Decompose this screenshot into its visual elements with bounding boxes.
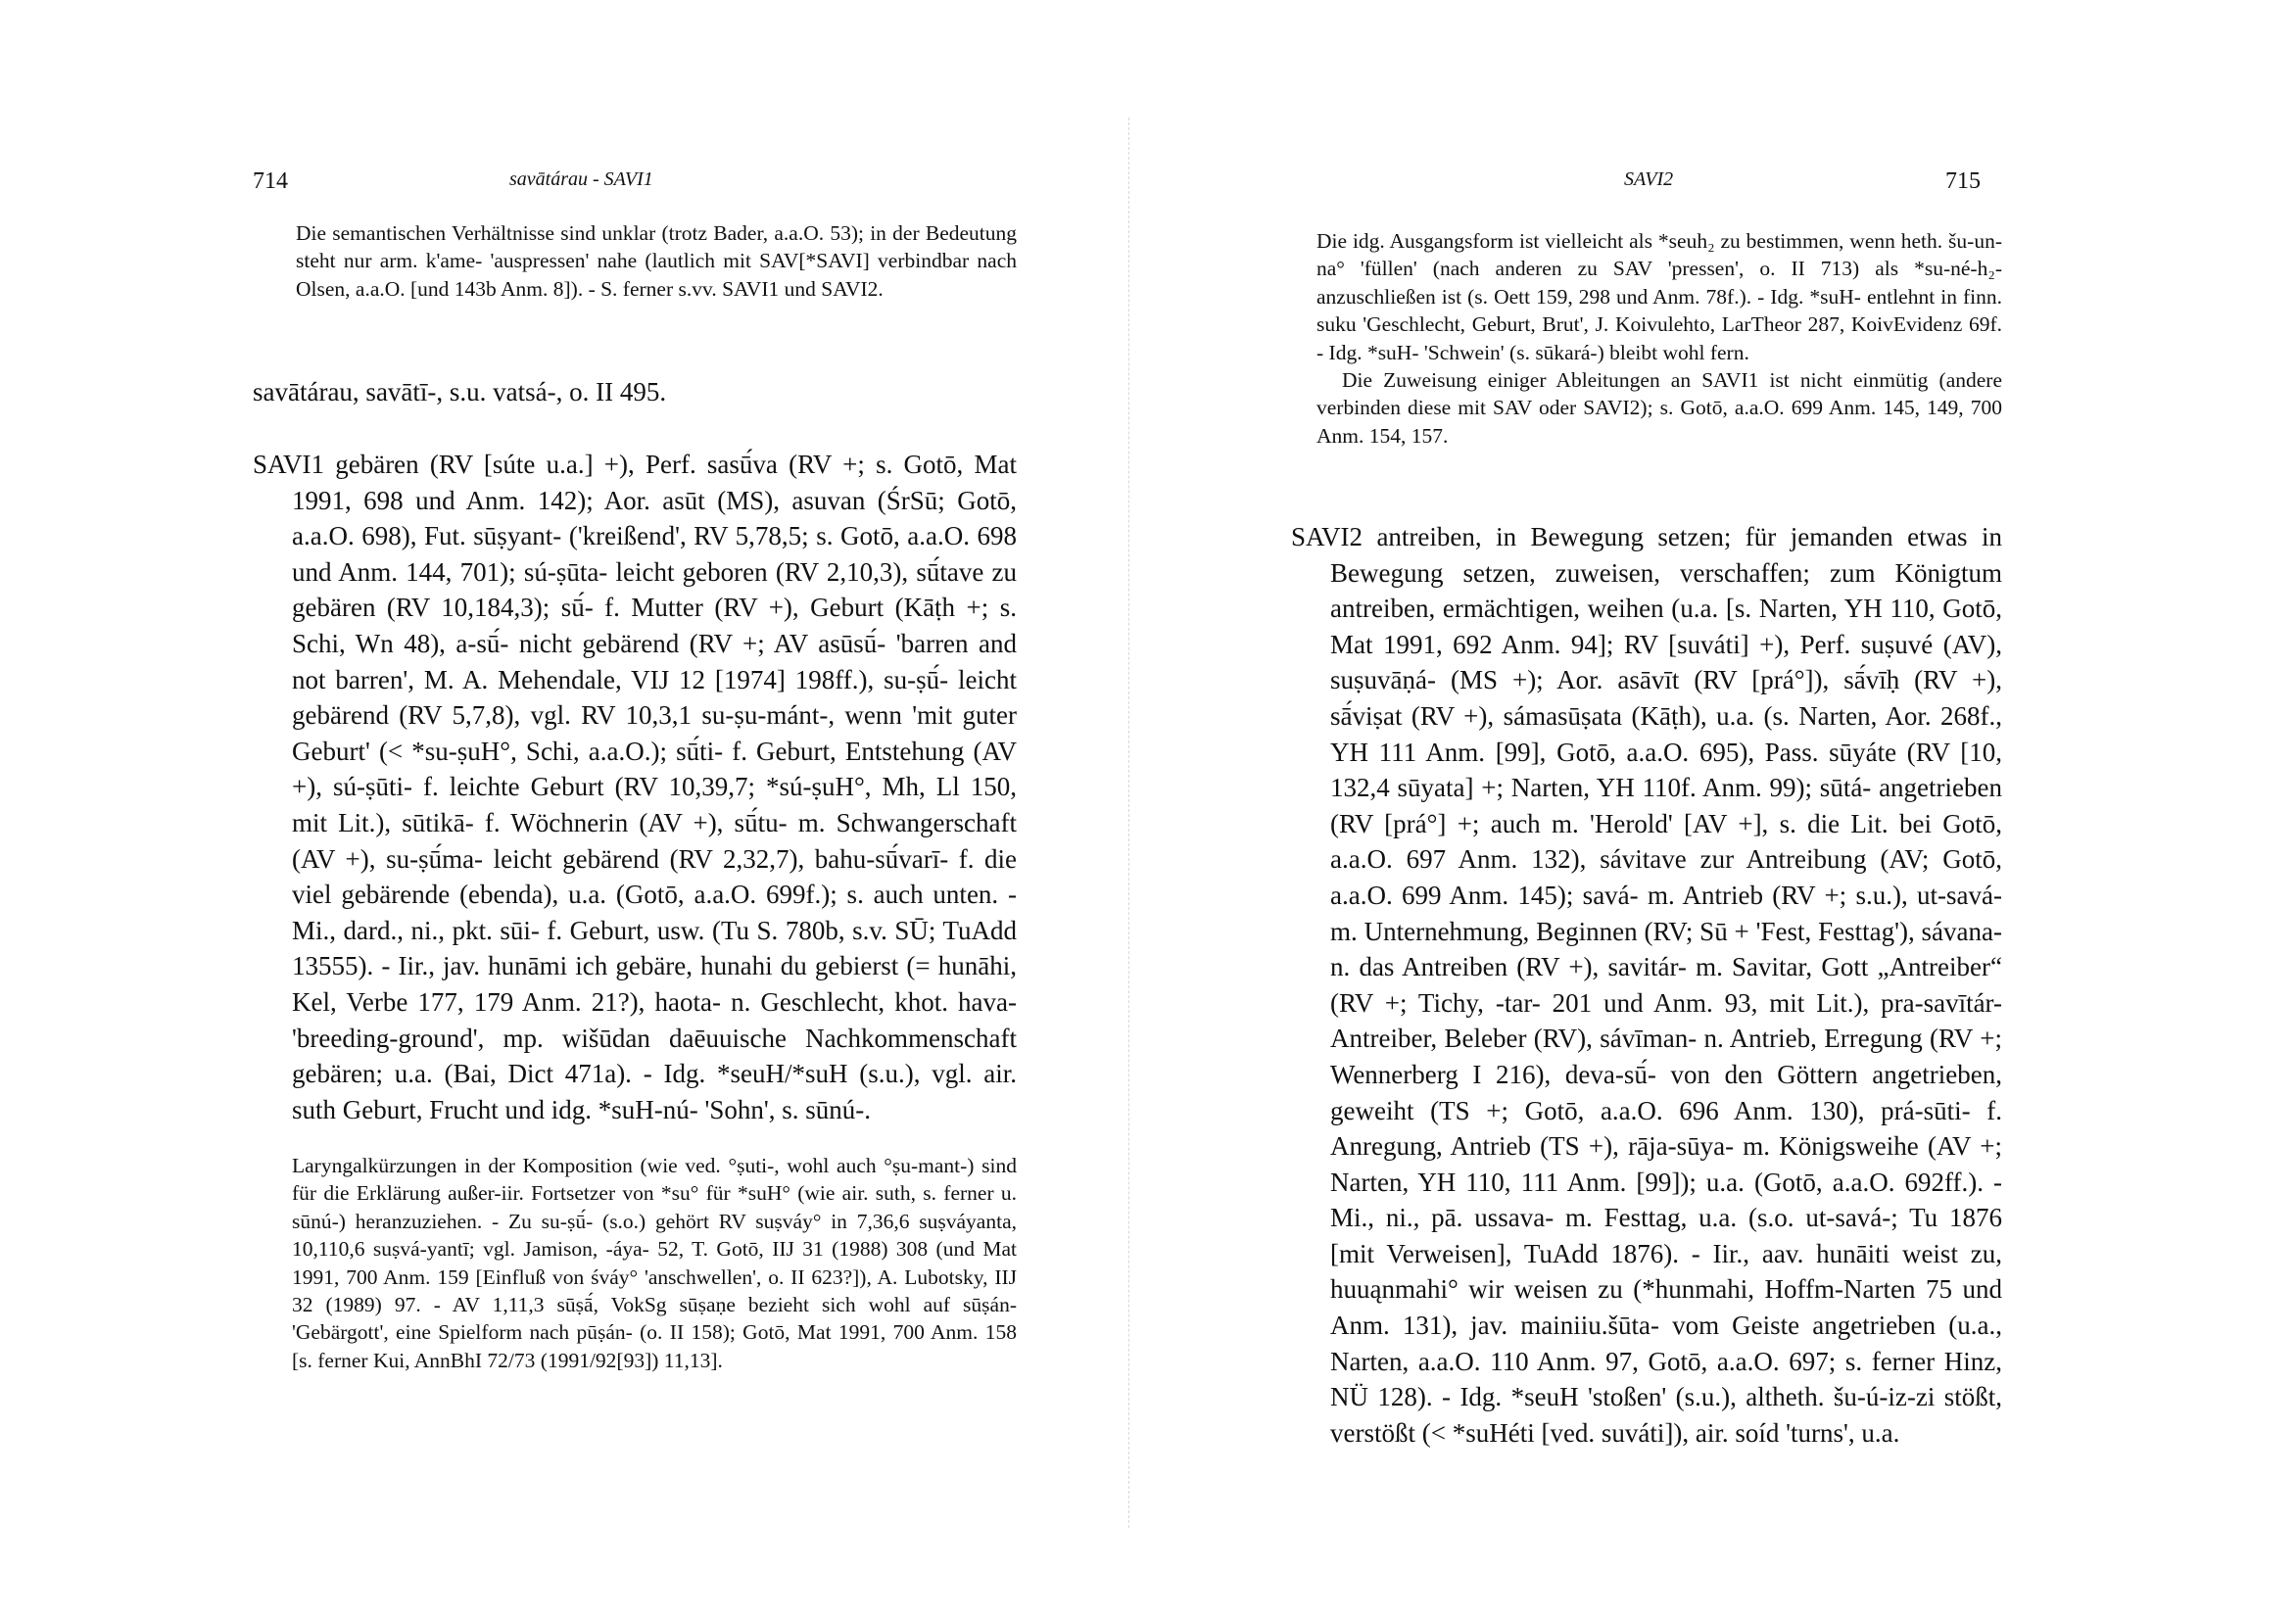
footnote-text: Laryngalkürzungen in der Komposition (wie ved. °ṣuti-, wohl auch °ṣu-mant-) sind für die Erklärung außer-iir. Fortsetzer von *su° für *suH° (wie air. suth, s. ferner u. sūnú-) heranzuziehen. - Zu su-ṣū́- (s.o.) gehört RV suṣváy° in 7,36,6 suṣváyanta, 10,110,6 suṣvá-yantī; vgl. Jamison, -áya- 52, T. Gotō, IIJ 31 (1988) 308 (und Mat 1991, 700 Anm. 159 [Einfluß von śváy° 'anschwellen', o. II 623?]), A. Lubotsky, IIJ 32 (1989) 97. - AV 1,11,3 sūṣā́, VokSg sūṣaṇe bezieht sich wohl auf sūṣán- 'Gebärgott', eine Spielform nach pūṣán- (o. II 158); Gotō, Mat 1991, 700 Anm. 158 [s. ferner Kui, AnnBhI 72/73 (1991/92[93]) 11,13]. — [292, 1154, 1017, 1372]
entry-sav2-text: SAVI2 antreiben, in Bewegung setzen; für jemanden etwas in Bewegung setzen, zuweisen, verschaffen; zum Königtum antreiben, ermächtigen, weihen (u.a. [s. Narten, YH 110, Gotō, Mat 1991, 692 Anm. 94]; RV [suváti] +), Perf. suṣuvé (AV), suṣuvāṇá- (MS +); Aor. asāvīt (RV [prá°]), sā́vīḥ (RV +), sā́viṣat (RV +), sámasūṣata (Kāṭh), u.a. (s. Narten, Aor. 268f., YH 111 Anm. [99], Gotō, a.a.O. 695), Pass. sūyáte (RV [10, 132,4 sūyata] +; Narten, YH 110f. Anm. 99); sūtá- angetrieben (RV [prá°] +; auch m. 'Herold' [AV +], s. die Lit. bei Gotō, a.a.O. 697 Anm. 132), sávitave zur Antreibung (AV; Gotō, a.a.O. 699 Anm. 145); savá- m. Antrieb (RV +; s.u.), ut-savá- m. Unternehmung, Beginnen (RV; Sū + 'Fest, Festtag'), sávana- n. das Antreiben (RV +), savitár- m. Savitar, Gott „Antreiber“ (RV +; Tichy, -tar- 201 und Anm. 93, mit Lit.), pra-savītár- Antreiber, Beleber (RV), sávīman- n. Antrieb, Erregung (RV +; Wennerberg I 216), deva-sū́- von den Göttern angetrieben, geweiht (TS +; Gotō, a.a.O. 696 Anm. 130), prá-sūti- f. Anregung, Antrieb (TS +), rāja-sūya- m. Königsweihe (AV +; Narten, YH 110, 111 Anm. [99]); u.a. (Gotō, a.a.O. 692ff.). - Mi., ni., pā. ussava- m. Festtag, u.a. (s.o. ut-savá-; Tu 1876 [mit Verweisen], TuAdd 1876). - Iir., aav. hunāiti weist zu, huuąnmahi° wir weisen zu (*hunmahi, Hoffm-Narten 75 und Anm. 131), jav. mainiiu.šūta- vom Geiste angetrieben (u.a., Narten, a.a.O. 110 Anm. 97, Gotō, a.a.O. 697; s. ferner Hinz, NÜ 128). - Idg. *seuH 'stoßen' (s.u.), altheth. šu-ú-iz-zi stößt, verstößt (< *suHéti [ved. suváti]), air. soíd 'turns', u.a. — [1291, 522, 2002, 1448]
intro-note — [296, 219, 1017, 303]
entry-sav2 — [1291, 519, 2002, 1451]
right-note-para1: Die idg. Ausgangsform ist vielleicht als *seuh₂ zu bestimmen, wenn heth. šu-un-na° 'füllen' (nach anderen zu SAV 'pressen', o. II 713) als *su-né-h₂- anzuschließen ist (s. Oett 159, 298 und Anm. 78f.). - Idg. *suH- entlehnt in finn. suku 'Geschlecht, Geburt, Brut', J. Koivulehto, LarTheor 287, KoivEvidenz 69f. - Idg. *suH- 'Schwein' (s. sūkará-) bleibt wohl fern. — [1316, 229, 2002, 364]
page-number-right: 715 — [1945, 168, 1981, 194]
entry-sav1 — [253, 447, 1017, 1127]
running-head-right: SAVI2 — [1624, 168, 1674, 190]
cross-reference-text: savātárau, savātī-, s.u. vatsá-, o. II 495. — [253, 377, 667, 406]
cross-reference — [253, 374, 1017, 410]
running-head-left: savātárau - SAVI1 — [509, 168, 653, 190]
right-note-para2: Die Zuweisung einiger Ableitungen an SAVI1 ist nicht einmütig (andere verbinden diese mit SAV oder SAVI2); s. Gotō, a.a.O. 699 Anm. 145, 149, 700 Anm. 154, 157. — [1316, 368, 2002, 448]
right-note — [1316, 227, 2002, 450]
footnote — [292, 1152, 1017, 1374]
page-number-left: 714 — [253, 168, 288, 194]
entry-sav1-text: SAVI1 gebären (RV [súte u.a.] +), Perf. sasū́va (RV +; s. Gotō, Mat 1991, 698 und Anm. 142); Aor. asūt (MS), asuvan (ŚrSū; Gotō, a.a.O. 698), Fut. sūṣyant- ('kreißend', RV 5,78,5; s. Gotō, a.a.O. 698 und Anm. 144, 701); sú-ṣūta- leicht geboren (RV 2,10,3), sū́tave zu gebären (RV 10,184,3); sū́- f. Mutter (RV +), Geburt (Kāṭh +; s. Schi, Wn 48), a-sū́- nicht gebärend (RV +; AV asūsū́- 'barren and not barren', M. A. Mehendale, VIJ 12 [1974] 198ff.), su-ṣū́- leicht gebärend (RV 5,7,8), vgl. RV 10,3,1 su-ṣu-mánt-, wenn 'mit guter Geburt' (< *su-ṣuH°, Schi, a.a.O.); sū́ti- f. Geburt, Entstehung (AV +), sú-ṣūti- f. leichte Geburt (RV 10,39,7; *sú-ṣuH°, Mh, Ll 150, mit Lit.), sūtikā- f. Wöchnerin (AV +), sū́tu- m. Schwangerschaft (AV +), su-ṣū́ma- leicht gebärend (RV 2,32,7), bahu-sū́varī- f. die viel gebärende (ebenda), u.a. (Gotō, a.a.O. 699f.); s. auch unten. - Mi., dard., ni., pkt. sūi- f. Geburt, usw. (Tu S. 780b, s.v. SŪ; TuAdd 13555). - Iir., jav. hunāmi ich gebäre, hunahi du gebierst (= hunāhi, Kel, Verbe 177, 179 Anm. 21?), haota- n. Geschlecht, khot. hava- 'breeding-ground', mp. wišūdan daēuuische Nachkommenschaft gebären; u.a. (Bai, Dict 471a). - Idg. *seuH/*suH (s.u.), vgl. air. suth Geburt, Frucht und idg. *suH-nú- 'Sohn', s. sūnú-. — [253, 450, 1017, 1124]
page-gutter — [1128, 118, 1129, 1528]
intro-note-text: Die semantischen Verhältnisse sind unklar (trotz Bader, a.a.O. 53); in der Bedeutung steht nur arm. k'ame- 'auspressen' nahe (lautlich mit SAV[*SAVI] verbindbar nach Olsen, a.a.O. [und 143b Anm. 8]). - S. ferner s.vv. SAVI1 und SAVI2. — [296, 221, 1017, 301]
